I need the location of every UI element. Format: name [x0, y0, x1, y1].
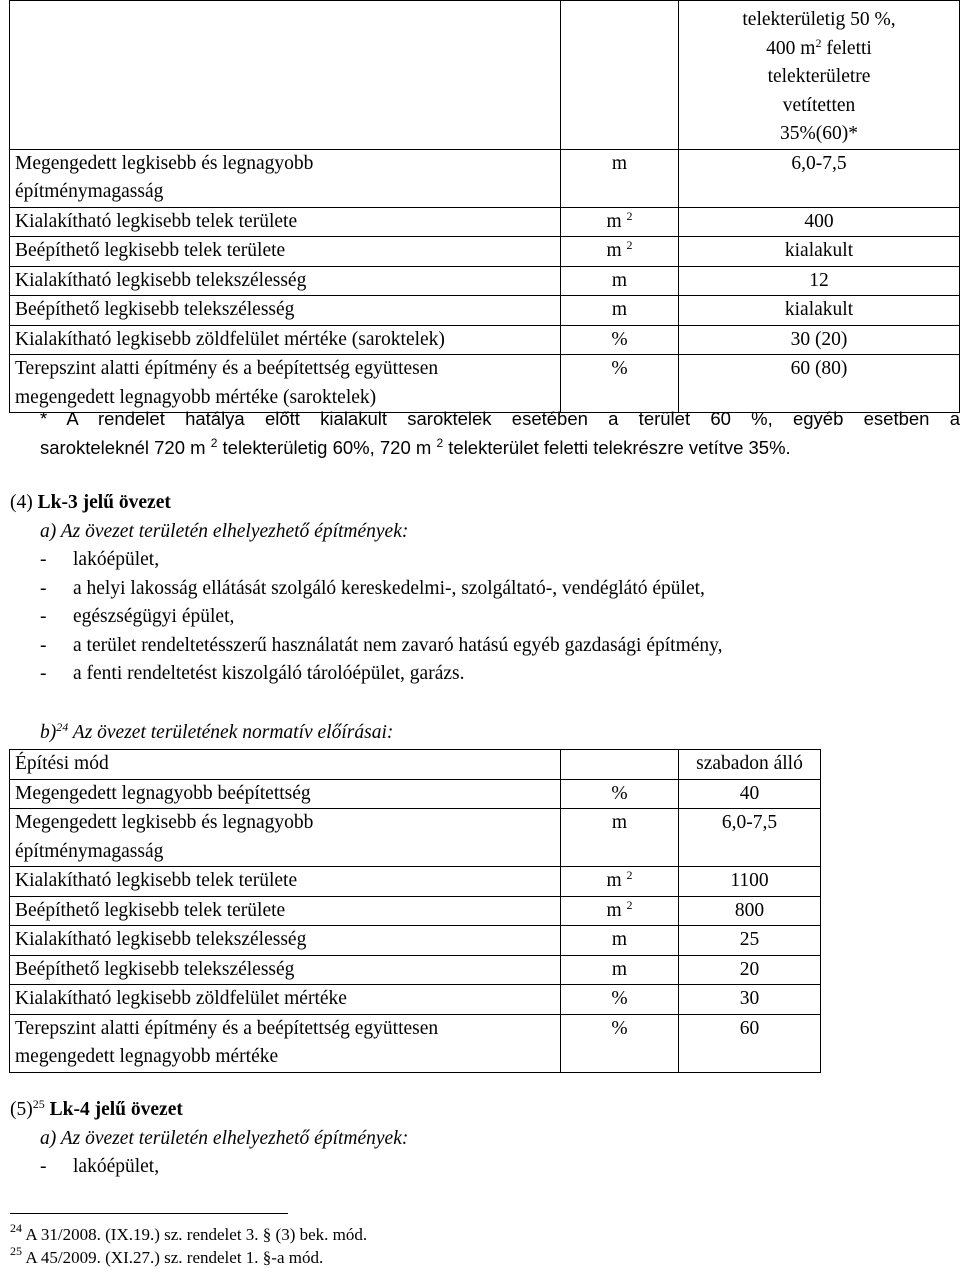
table-row	[10, 1014, 821, 1072]
building-list	[10, 546, 950, 689]
note-line: sarokteleknél 720 m $^2$ telekterületig 60%, 720 m $^2$ telekterület feletti telekrészre vetítve 35%.	[40, 436, 791, 458]
footnote-ref[interactable]: 24	[56, 720, 69, 734]
row-unit: m $^2$	[561, 207, 679, 237]
section-4	[10, 489, 950, 689]
row-value: 60 (80)	[679, 355, 960, 413]
footnote-ref[interactable]: 25	[32, 1097, 45, 1111]
table-footnote	[40, 404, 960, 462]
note-line: * A rendelet hatálya előtt kialakult saroktelek esetében a terület 60 %, egyéb esetben a	[40, 408, 960, 429]
row-value: 6,0-7,5	[679, 149, 960, 207]
row-unit	[561, 750, 679, 780]
row-unit: %	[561, 1014, 679, 1072]
row-value: kialakult	[679, 237, 960, 267]
row-value: 12	[679, 266, 960, 296]
row-unit: m	[561, 149, 679, 207]
row-label: Megengedett legkisebb és legnagyobb építménymagasság	[10, 149, 561, 207]
row-label: Kialakítható legkisebb telek területe	[10, 867, 561, 897]
row-value: 30 (20)	[679, 325, 960, 355]
row-label: Kialakítható legkisebb zöldfelület mértéke	[10, 985, 561, 1015]
row-value: 1100	[679, 867, 821, 897]
header-value-cell	[679, 1, 960, 150]
table-row	[10, 896, 821, 926]
section-b-heading: b)$^{24}$ Az övezet területének normatív előírásai:	[40, 720, 394, 743]
list-item: - a terület rendeltetésszerű használatát nem zavaró hatású egyéb gazdasági építmény,	[40, 634, 723, 656]
list-item: - egészségügyi épület,	[40, 606, 235, 627]
list-item: - a helyi lakosság ellátását szolgáló kereskedelmi-, szolgáltató-, vendéglátó épület,	[40, 577, 705, 599]
table-row	[10, 867, 821, 897]
row-value: 40	[679, 779, 821, 809]
superscript: 2	[815, 35, 822, 50]
header-line: telekterületre	[767, 66, 871, 87]
list-item: - lakóépület,	[40, 549, 160, 570]
header-line: 35%(60)*	[780, 123, 858, 144]
row-value: 6,0-7,5	[679, 809, 821, 867]
row-unit: %	[561, 779, 679, 809]
row-value: 800	[679, 896, 821, 926]
header-line: feletti	[826, 37, 872, 59]
table-row	[10, 1, 960, 150]
row-label: Beépíthető legkisebb telek területe	[10, 237, 561, 267]
row-label: Kialakítható legkisebb telekszélesség	[10, 266, 561, 296]
row-unit: %	[561, 355, 679, 413]
table-row	[10, 237, 960, 267]
row-unit: %	[561, 325, 679, 355]
row-label: Beépíthető legkisebb telek területe	[10, 896, 561, 926]
row-label: Terepszint alatti építmény és a beépítettség együttesen megengedett legnagyobb mértéke (saroktelek)	[10, 355, 561, 413]
row-unit: m	[561, 809, 679, 867]
row-value: 20	[679, 955, 821, 985]
row-unit: m $^2$	[561, 867, 679, 897]
section-subheading: a) Az övezet területén elhelyezhető építmények:	[40, 520, 409, 542]
header-line: telekterületig 50 %,	[742, 9, 896, 30]
row-label: Beépíthető legkisebb telekszélesség	[10, 955, 561, 985]
row-label: Megengedett legkisebb és legnagyobb építménymagasság	[10, 809, 561, 867]
table-row	[10, 779, 821, 809]
section-heading: (4) Lk-3 jelű övezet	[10, 492, 171, 513]
building-list	[10, 1153, 950, 1182]
table-row	[10, 207, 960, 237]
row-value: szabadon álló	[679, 750, 821, 780]
row-unit: m	[561, 926, 679, 956]
row-unit: %	[561, 985, 679, 1015]
row-label: Kialakítható legkisebb telekszélesség	[10, 926, 561, 956]
table-row	[10, 266, 960, 296]
header-line: 400 m	[766, 37, 816, 59]
row-label: Megengedett legnagyobb beépítettség	[10, 779, 561, 809]
row-value: 400	[679, 207, 960, 237]
row-value: 30	[679, 985, 821, 1015]
row-label: Kialakítható legkisebb zöldfelület mértéke (saroktelek)	[10, 325, 561, 355]
table-row	[10, 325, 960, 355]
table-row	[10, 955, 821, 985]
row-label: Kialakítható legkisebb telek területe	[10, 207, 561, 237]
footnote: $^{24}$ A 31/2008. (IX.19.) sz. rendelet 3. § (3) bek. mód.	[10, 1221, 368, 1244]
section-heading: $(5)^{25}$ Lk-4 jelű övezet	[10, 1097, 183, 1120]
row-value: kialakult	[679, 296, 960, 326]
row-label: Építési mód	[10, 750, 561, 780]
section-5	[10, 1096, 950, 1182]
row-unit: m	[561, 955, 679, 985]
row-value: 60	[679, 1014, 821, 1072]
header-line: vetítetten	[782, 94, 856, 116]
list-item: - a fenti rendeltetést kiszolgáló tárolóépület, garázs.	[40, 663, 465, 684]
row-label: Terepszint alatti építmény és a beépítettség együttesen megengedett legnagyobb mértéke	[10, 1014, 561, 1072]
regulation-table-lk2	[9, 0, 960, 413]
footnote-separator	[10, 1213, 288, 1214]
section-subheading: a) Az övezet területén elhelyezhető építmények:	[40, 1127, 409, 1149]
table-row	[10, 985, 821, 1015]
table-row	[10, 149, 960, 207]
row-label: Beépíthető legkisebb telekszélesség	[10, 296, 561, 326]
row-unit: m $^2$	[561, 237, 679, 267]
table-row	[10, 809, 821, 867]
list-item: - lakóépület,	[40, 1156, 160, 1177]
row-unit: m	[561, 296, 679, 326]
row-value: 25	[679, 926, 821, 956]
table-row	[10, 296, 960, 326]
regulation-table-lk3	[9, 749, 821, 1073]
row-unit: m $^2$	[561, 896, 679, 926]
table-row	[10, 750, 821, 780]
table-row	[10, 926, 821, 956]
footnote: $^{25}$ A 45/2009. (XI.27.) sz. rendelet 1. §-a mód.	[10, 1244, 324, 1267]
row-unit: m	[561, 266, 679, 296]
